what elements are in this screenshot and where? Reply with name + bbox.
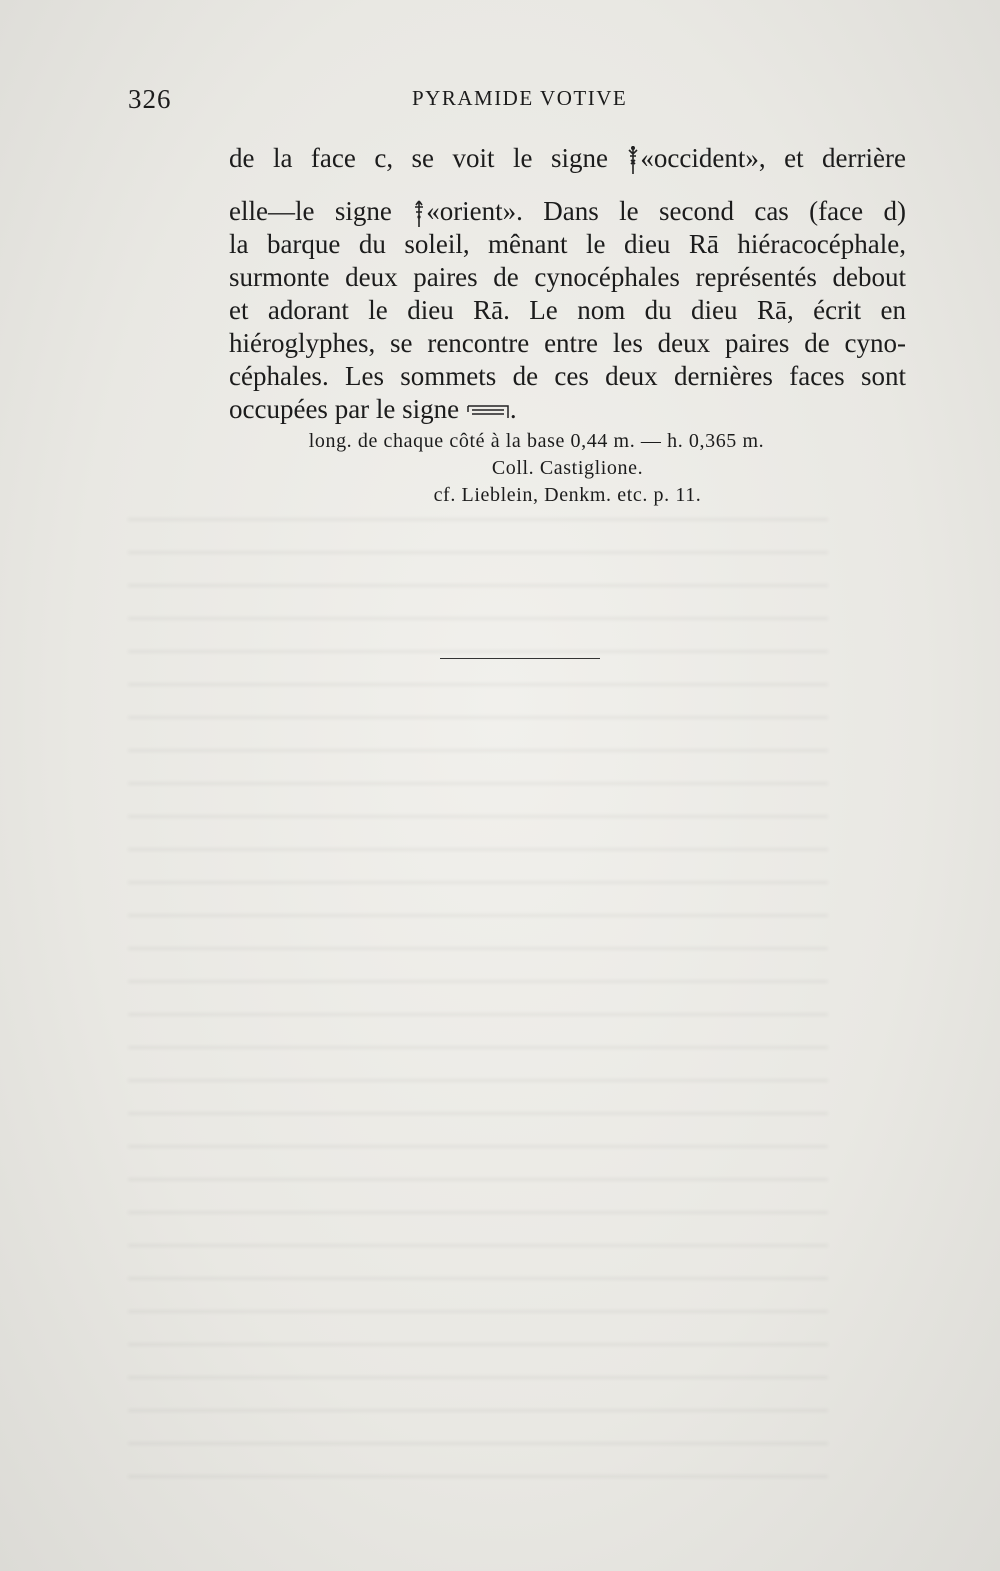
text-segment: occupées par le signe [229,394,466,424]
text-line: céphales. Les sommets de ces deux dernières faces sont [229,361,906,391]
text-segment: de la face c, se voit le signe [229,143,627,173]
show-through-texture [128,500,828,1490]
text-segment: elle—le signe [229,196,413,226]
hieroglyph-rectangle-sign-icon [466,402,510,420]
text-line: la barque du soleil, mênant le dieu Rā hiéracocéphale, [229,229,906,259]
hieroglyph-west-sign-icon [626,144,640,176]
running-head [0,84,1000,118]
text-segment: . [509,394,517,424]
text-line [229,195,906,228]
section-divider [440,658,600,659]
page-number: 326 [128,84,172,114]
body-paragraph [229,142,906,426]
hieroglyph-east-sign-icon [412,197,426,229]
text-segment: «occident», et derrière [640,143,906,173]
text-line [229,393,906,426]
dimensions-note: long. de chaque côté à la base 0,44 m. — h. 0,365 m. [308,430,765,452]
text-line: et adorant le dieu Rā. Le nom du dieu Rā, écrit en [229,295,906,325]
text-line: hiéroglyphes, se rencontre entre les deux paires de cyno- [229,328,906,358]
text-line [229,142,906,175]
reference-note: cf. Lieblein, Denkm. etc. p. 11. [433,484,702,506]
running-title: PYRAMIDE VOTIVE [412,86,628,110]
text-segment: «orient». Dans le second cas (face d) [426,196,906,226]
object-notes [229,428,906,509]
collection-note: Coll. Castiglione. [491,457,644,479]
text-line: surmonte deux paires de cynocéphales représentés debout [229,262,906,292]
